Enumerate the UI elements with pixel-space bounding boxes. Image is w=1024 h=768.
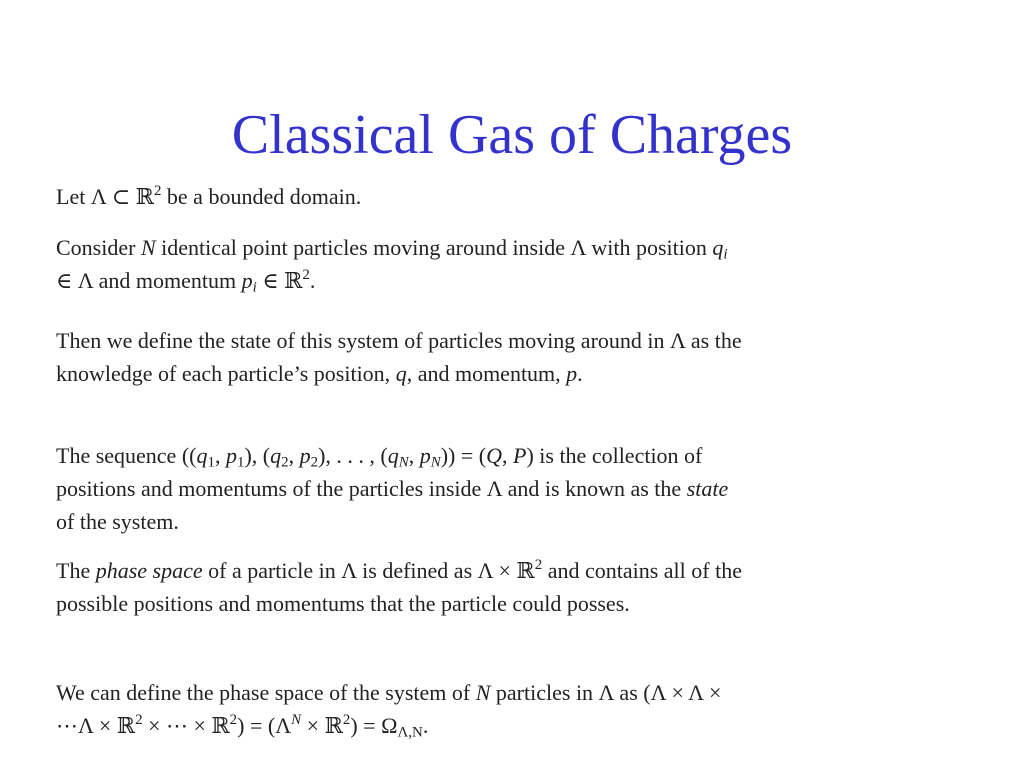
slide-title: Classical Gas of Charges xyxy=(231,104,793,166)
paragraph-domain: Let Λ ⊂ ℝ$^2$ be a bounded domain. xyxy=(56,183,362,209)
paragraph-sequence: The sequence (($q_1$, $p_1$), ($q_2$, $p_2$), . . . , ($q_N$, $p_N)) = (Q$, P) is the collection of positions and momentums of the particles inside Λ and is known as the state of the system. xyxy=(56,443,729,534)
paragraph-system-phase-space: We can define the phase space of the system of N particles in Λ as (Λ × Λ × ⋯Λ × ℝ$^2$ × ⋯ × ℝ$^2$) = ($\Lambda^N$ × ℝ$^2$) = $\Omega_{\Lambda,N}$. xyxy=(56,680,722,741)
paragraph-particles: Consider N identical point particles moving around inside Λ with position $q_i$ ∈ Λ and momentum $p_i$ ∈ ℝ$^2$. xyxy=(56,235,728,296)
paragraph-state-definition: Then we define the state of this system of particles moving around in Λ as the knowledge of each particle’s position, q, and momentum, p. xyxy=(56,328,742,386)
paragraph-phase-space: The phase space of a particle in Λ is defined as Λ × ℝ$^2$ and contains all of the possible positions and momentums that the particle could posses. xyxy=(56,557,742,616)
